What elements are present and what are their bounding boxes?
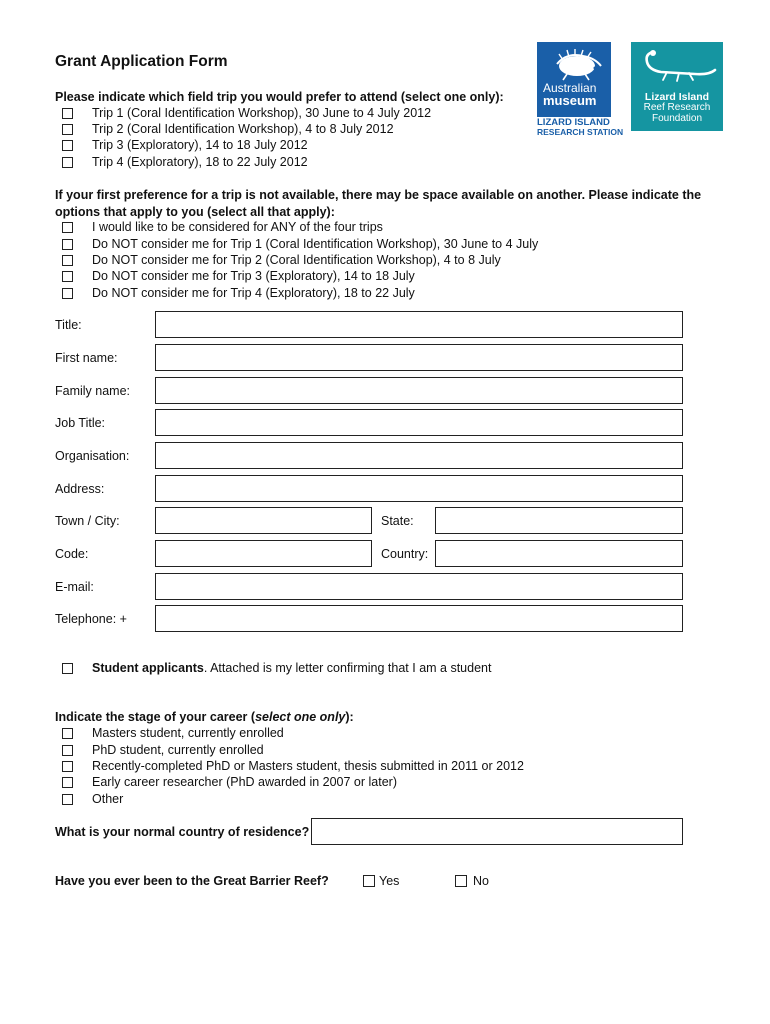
career-option-label: Recently-completed PhD or Masters student, thesis submitted in 2011 or 2012 <box>92 759 524 773</box>
trip-1-checkbox[interactable] <box>62 108 73 119</box>
career-option-label: Early career researcher (PhD awarded in 2007 or later) <box>92 775 397 789</box>
alternate-question-line2: options that apply to you (select all that apply): <box>55 204 335 219</box>
trip-4-checkbox[interactable] <box>62 157 73 168</box>
alternate-option[interactable] <box>62 236 539 252</box>
town-city-label: Town / City: <box>55 514 120 528</box>
state-label: State: <box>381 514 414 528</box>
family-name-label: Family name: <box>55 384 131 398</box>
town-city-input[interactable] <box>155 507 372 534</box>
student-label-bold: Student applicants <box>92 661 204 675</box>
alternate-question-line1: If your first preference for a trip is not available, there may be space available on another. Please indicate the <box>55 188 702 202</box>
organisation-label: Organisation: <box>55 449 130 463</box>
logo-text-reef-research: Reef Research <box>643 102 711 113</box>
student-checkbox[interactable] <box>62 663 73 674</box>
job-title-label: Job Title: <box>55 416 106 430</box>
exclude-trip-2-checkbox[interactable] <box>62 255 73 266</box>
first-name-label: First name: <box>55 351 118 365</box>
alternate-option[interactable] <box>62 268 415 284</box>
trip-2-checkbox[interactable] <box>62 124 73 135</box>
alternate-option-label: I would like to be considered for ANY of the four trips <box>92 220 383 234</box>
logo-subtitle-line2: RESEARCH STATION <box>537 127 624 137</box>
early-career-checkbox[interactable] <box>62 777 73 788</box>
title-label: Title: <box>55 318 82 332</box>
code-label: Code: <box>55 547 89 561</box>
alternate-option-label: Do NOT consider me for Trip 1 (Coral Identification Workshop), 30 June to 4 July <box>92 237 539 251</box>
student-label-rest: . Attached is my letter confirming that I am a student <box>203 661 492 675</box>
first-name-input[interactable] <box>155 344 683 371</box>
alternate-option[interactable] <box>62 285 415 301</box>
country-label: Country: <box>381 547 429 561</box>
address-input[interactable] <box>155 475 683 502</box>
trip-option[interactable] <box>62 154 308 170</box>
email-label: E-mail: <box>55 580 94 594</box>
career-option[interactable] <box>62 725 284 741</box>
residence-input[interactable] <box>311 818 683 845</box>
trip-option-label: Trip 2 (Coral Identification Workshop), 4 to 8 July 2012 <box>92 122 394 136</box>
any-trip-checkbox[interactable] <box>62 222 73 233</box>
student-option[interactable] <box>62 660 492 676</box>
career-question-italic: select one only <box>255 710 346 724</box>
lizard-silhouette-icon <box>631 42 723 88</box>
alternate-option-label: Do NOT consider me for Trip 4 (Exploratory), 18 to 22 July <box>92 286 415 300</box>
career-question <box>55 709 354 726</box>
country-input[interactable] <box>435 540 683 567</box>
lizard-logo-icon <box>537 44 611 84</box>
trip-option-label: Trip 1 (Coral Identification Workshop), 30 June to 4 July 2012 <box>92 106 432 120</box>
family-name-input[interactable] <box>155 377 683 404</box>
alternate-option-label: Do NOT consider me for Trip 2 (Coral Identification Workshop), 4 to 8 July <box>92 253 501 267</box>
trip-option-label: Trip 4 (Exploratory), 18 to 22 July 2012 <box>92 155 308 169</box>
state-input[interactable] <box>435 507 683 534</box>
telephone-input[interactable] <box>155 605 683 632</box>
reef-no-label: No <box>473 874 489 888</box>
trip-3-checkbox[interactable] <box>62 140 73 151</box>
exclude-trip-4-checkbox[interactable] <box>62 288 73 299</box>
trip-option[interactable] <box>62 121 394 137</box>
career-option[interactable] <box>62 742 264 758</box>
other-checkbox[interactable] <box>62 794 73 805</box>
page-title: Grant Application Form <box>55 53 228 70</box>
career-option-label: Masters student, currently enrolled <box>92 726 284 740</box>
recently-completed-checkbox[interactable] <box>62 761 73 772</box>
residence-label: What is your normal country of residence? <box>55 825 310 839</box>
logo-text-museum: museum <box>543 93 597 108</box>
career-option[interactable] <box>62 758 524 774</box>
reef-yes-label: Yes <box>379 874 400 888</box>
logo-text-foundation: Foundation <box>651 113 703 124</box>
career-option[interactable] <box>62 791 124 807</box>
student-label <box>92 660 491 676</box>
reef-no-checkbox[interactable] <box>455 875 467 887</box>
exclude-trip-1-checkbox[interactable] <box>62 239 73 250</box>
logo-text-lizard-island: Lizard Island <box>644 91 710 103</box>
trip-option[interactable] <box>62 105 432 121</box>
career-question-pre: Indicate the stage of your career ( <box>55 710 256 724</box>
alternate-option[interactable] <box>62 252 501 268</box>
alternate-option-label: Do NOT consider me for Trip 3 (Exploratory), 14 to 18 July <box>92 269 415 283</box>
career-option-label: Other <box>92 792 124 806</box>
logo-subtitle-line1: LIZARD ISLAND <box>537 117 610 128</box>
organisation-input[interactable] <box>155 442 683 469</box>
address-label: Address: <box>55 482 105 496</box>
reef-yes-option[interactable] <box>363 873 399 889</box>
lizard-island-foundation-logo <box>631 42 723 131</box>
reef-no-option[interactable] <box>455 873 489 889</box>
exclude-trip-3-checkbox[interactable] <box>62 271 73 282</box>
masters-checkbox[interactable] <box>62 728 73 739</box>
career-question-post: ): <box>345 710 354 724</box>
trip-question: Please indicate which field trip you would prefer to attend (select one only): <box>55 90 504 104</box>
alternate-option[interactable] <box>62 219 383 235</box>
logo-text-australian: Australian <box>543 81 597 95</box>
trip-option[interactable] <box>62 137 308 153</box>
email-input[interactable] <box>155 573 683 600</box>
career-option[interactable] <box>62 774 397 790</box>
trip-option-label: Trip 3 (Exploratory), 14 to 18 July 2012 <box>92 138 308 152</box>
reef-question: Have you ever been to the Great Barrier Reef? <box>55 874 329 888</box>
job-title-input[interactable] <box>155 409 683 436</box>
australian-museum-logo <box>537 42 611 117</box>
title-input[interactable] <box>155 311 683 338</box>
phd-checkbox[interactable] <box>62 745 73 756</box>
logo-subtitle <box>537 118 623 137</box>
code-input[interactable] <box>155 540 372 567</box>
reef-yes-checkbox[interactable] <box>363 875 375 887</box>
career-option-label: PhD student, currently enrolled <box>92 743 264 757</box>
telephone-label: Telephone: + <box>55 612 127 626</box>
alternate-question <box>55 187 701 220</box>
